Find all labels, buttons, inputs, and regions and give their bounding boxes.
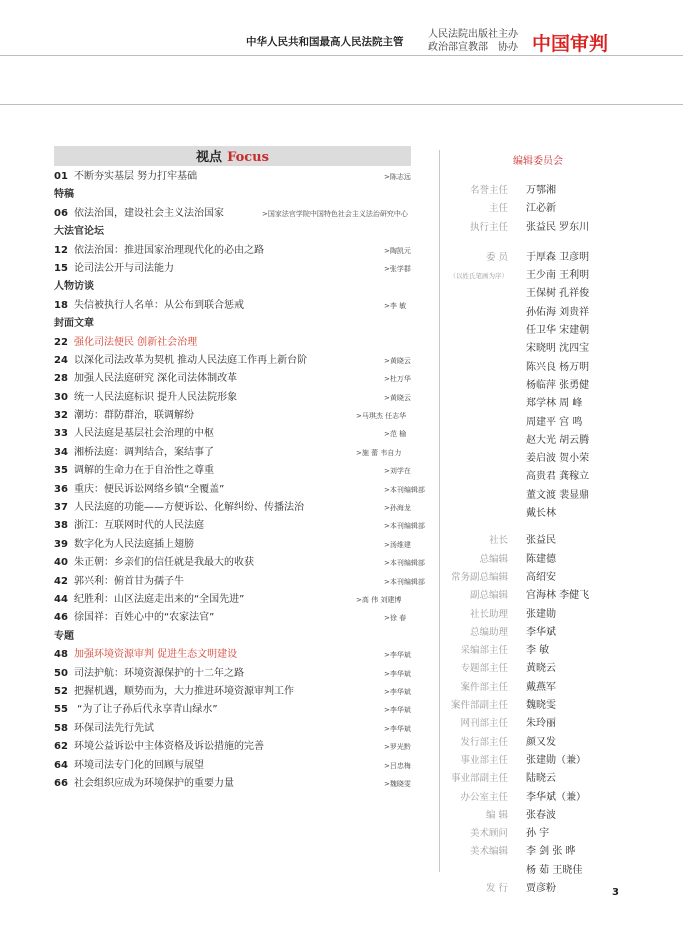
toc-page-number: 35	[54, 465, 68, 477]
toc-entry[interactable]	[54, 389, 411, 407]
toc-article-title: 以深化司法改革为契机 推动人民法庭工作再上新台阶	[74, 354, 308, 366]
toc-article-title: 徐国祥：百姓心中的“农家法官”	[74, 612, 215, 624]
board-member-row	[440, 880, 683, 898]
toc-author: >魏晓雯	[384, 779, 411, 788]
board-member-row	[440, 450, 683, 468]
board-role: 美术顾问	[469, 828, 508, 840]
board-member-row	[440, 807, 683, 825]
board-group-gap	[440, 523, 683, 532]
board-member-names: 黄晓云	[526, 663, 556, 675]
board-member-row	[440, 395, 683, 413]
toc-page-number: 66	[54, 777, 68, 789]
toc-page-number: 46	[54, 612, 68, 624]
toc-entry[interactable]	[54, 738, 411, 756]
board-member-row	[440, 414, 683, 432]
toc-entry[interactable]	[54, 720, 411, 738]
board-member-names: 郑学林 周 峰	[526, 398, 583, 410]
toc-page-number: 06	[54, 207, 68, 219]
board-member-names: 高绍安	[526, 571, 556, 583]
board-role: 办公室主任	[460, 791, 508, 803]
toc-article-title: “为了让子孙后代永享青山绿水”	[74, 704, 218, 716]
board-role: 专题部主任	[460, 663, 508, 675]
toc-article-title: 依法治国：推进国家治理现代化的必由之路	[74, 244, 264, 256]
board-member-names: 杨 茹 王晓佳	[526, 864, 583, 876]
toc-author: >本刊编辑部	[384, 485, 425, 494]
board-role: （以姓氏笔画为序）	[449, 272, 508, 281]
toc-author: >黄晓云	[384, 393, 411, 402]
board-member-row	[440, 770, 683, 788]
board-member-row	[440, 606, 683, 624]
toc-heading	[54, 146, 411, 166]
toc-article-title: 论司法公开与司法能力	[74, 262, 174, 274]
board-role: 发行部主任	[460, 736, 508, 748]
toc-page-number: 36	[54, 483, 68, 495]
board-member-names: 李华斌	[526, 626, 556, 638]
toc-article-title: 强化司法便民 创新社会治理	[74, 336, 198, 348]
toc-entry[interactable]	[54, 591, 411, 609]
toc-page-number: 24	[54, 354, 68, 366]
board-role: 美术编辑	[469, 846, 508, 858]
board-member-names: 姜启波 贺小荣	[526, 453, 590, 465]
toc-rows	[54, 168, 425, 793]
toc-article-title: 重庆：便民诉讼网络乡镇“全覆盖”	[74, 483, 225, 495]
toc-entry[interactable]	[54, 481, 425, 499]
board-role: 执行主任	[469, 221, 508, 233]
board-role: 事业部副主任	[450, 773, 508, 785]
toc-entry[interactable]	[54, 536, 411, 554]
board-role: 事业部主任	[460, 754, 508, 766]
toc-entry[interactable]	[54, 757, 411, 775]
toc-article-title: 浙江：互联网时代的人民法庭	[74, 520, 204, 532]
toc-author: >范 榆	[384, 430, 407, 439]
board-role: 采编部主任	[460, 645, 508, 657]
toc-author: >李华斌	[384, 706, 411, 715]
toc-entry[interactable]	[54, 205, 411, 223]
toc-page-number: 40	[54, 557, 68, 569]
toc-author: >张学群	[384, 264, 411, 273]
toc-article-title: 环境公益诉讼中主体资格及诉讼措施的完善	[74, 741, 264, 753]
toc-article-title: 调解的生命力在于自治性之尊重	[74, 465, 214, 477]
toc-article-title: 依法治国，建设社会主义法治国家	[74, 207, 224, 219]
toc-entry[interactable]	[54, 499, 411, 517]
toc-author: >本刊编辑部	[384, 522, 425, 531]
band-divider	[0, 104, 683, 105]
toc-author: >李 敏	[384, 301, 407, 310]
board-member-row	[440, 532, 683, 550]
publisher-info	[428, 28, 518, 54]
toc-page-number: 62	[54, 741, 68, 753]
toc-page-number: 44	[54, 593, 68, 605]
toc-author: >高 伟 刘建博	[356, 595, 402, 604]
toc-author: >杜万华	[384, 375, 411, 384]
board-member-names: 于厚森 卫彦明	[526, 251, 590, 263]
board-member-row	[440, 679, 683, 697]
board-role: 社长	[488, 535, 508, 547]
toc-entry[interactable]	[54, 370, 411, 388]
board-member-names: 贾彦粉	[526, 882, 556, 894]
toc-article-title: 社会组织应成为环境保护的重要力量	[74, 777, 234, 789]
toc-article-title: 朱正朝：乡亲们的信任就是我最大的收获	[74, 557, 254, 569]
toc-article-title: 统一人民法庭标识 提升人民法院形象	[74, 391, 238, 403]
board-member-names: 李华斌（兼）	[526, 791, 586, 803]
toc-author: >汤维建	[384, 540, 411, 549]
toc-page-number: 37	[54, 502, 68, 514]
board-role: 总编辑	[479, 553, 508, 565]
toc-entry[interactable]	[54, 334, 411, 352]
board-member-row	[440, 825, 683, 843]
toc-section-heading: 人物访谈	[54, 281, 94, 293]
board-member-row	[440, 734, 683, 752]
board-member-names: 宫海林 李健飞	[526, 590, 590, 602]
toc-entry[interactable]	[54, 352, 411, 370]
toc-article-title: 不断夯实基层 努力打牢基础	[74, 171, 198, 182]
toc-section-heading: 特稿	[54, 189, 74, 201]
board-member-row	[440, 789, 683, 807]
board-member-row	[440, 587, 683, 605]
board-member-names: 杨临萍 张勇健	[526, 379, 590, 391]
board-member-row	[440, 487, 683, 505]
toc-author: >黄晓云	[384, 356, 411, 365]
board-member-names: 李 剑 张 晔	[526, 846, 576, 858]
toc-article-title: 纪胜利：山区法庭走出来的“全国先进”	[74, 593, 245, 605]
toc-page-number: 39	[54, 538, 68, 550]
board-member-names: 戴长林	[526, 508, 556, 520]
toc-article-title: 加强人民法庭研究 深化司法体制改革	[74, 373, 238, 385]
board-member-names: 江必新	[526, 203, 556, 215]
page-number: 3	[612, 887, 619, 898]
toc-article-title: 加强环境资源审判 促进生态文明建设	[74, 649, 238, 661]
board-member-row	[440, 219, 683, 237]
toc-article-title: 失信被执行人名单：从公布到联合惩戒	[74, 299, 244, 311]
toc-entry[interactable]	[54, 609, 411, 627]
toc-page-number: 28	[54, 373, 68, 385]
toc-article-title: 人民法庭的功能——方便诉讼、化解纠纷、传播法治	[74, 502, 304, 514]
board-member-row	[440, 752, 683, 770]
board-member-row	[440, 304, 683, 322]
board-member-names: 李 敏	[526, 645, 550, 657]
toc-article-title: 司法护航：环境资源保护的十二年之路	[74, 667, 244, 679]
board-role: 发 行	[485, 882, 508, 894]
board-member-names: 孙 宇	[526, 828, 550, 840]
board-member-names: 孙佑海 刘贵祥	[526, 306, 590, 318]
board-member-names: 张建勋	[526, 608, 556, 620]
board-role: 社长助理	[469, 608, 508, 620]
board-role: 副总编辑	[469, 590, 508, 602]
board-member-names: 戴燕军	[526, 681, 556, 693]
toc-author: >李华斌	[384, 651, 411, 660]
header-divider	[0, 55, 683, 56]
board-member-names: 颜又发	[526, 736, 556, 748]
board-member-row	[440, 843, 683, 861]
board-role: 案件部主任	[460, 681, 508, 693]
board-member-row	[440, 660, 683, 678]
editorial-board	[440, 182, 683, 898]
board-member-row	[440, 340, 683, 358]
toc-article-title: 湘桥法庭：调判结合，案结事了	[74, 446, 214, 458]
toc-section-heading: 封面文章	[54, 318, 94, 330]
board-role: 名誉主任	[469, 185, 508, 196]
toc-entry[interactable]	[54, 683, 411, 701]
toc-author: >李华斌	[384, 669, 411, 678]
toc-heading-cn: 视点	[196, 150, 223, 165]
board-role: 编 辑	[485, 809, 508, 821]
toc-page-number: 55	[54, 704, 68, 716]
toc-entry[interactable]	[54, 646, 411, 664]
board-role: 案件部副主任	[450, 700, 508, 712]
board-member-names: 陈兴良 杨万明	[526, 361, 590, 373]
toc-page-number: 15	[54, 262, 68, 274]
toc-article-title: 数字化为人民法庭插上翅膀	[74, 538, 194, 550]
toc-page-number: 33	[54, 428, 68, 440]
toc-article-title: 人民法庭是基层社会治理的中枢	[74, 428, 214, 440]
toc-entry[interactable]	[54, 701, 411, 719]
board-member-row	[440, 697, 683, 715]
toc-author: >刘学在	[384, 467, 411, 476]
toc-page-number: 64	[54, 759, 68, 771]
board-member-row	[440, 322, 683, 340]
toc-author: >李华斌	[384, 687, 411, 696]
toc-page-number: 48	[54, 649, 68, 661]
toc-page-number: 22	[54, 336, 68, 348]
toc-article-title: 环保司法先行先试	[74, 722, 154, 734]
toc-section-heading: 专题	[54, 630, 74, 642]
board-member-names: 陆晓云	[526, 773, 556, 785]
board-member-names: 周建平 宫 鸣	[526, 416, 583, 428]
toc-entry[interactable]	[54, 462, 411, 480]
toc-page-number: 58	[54, 722, 68, 734]
toc-entry[interactable]	[54, 260, 411, 278]
board-member-row	[440, 182, 683, 200]
board-member-row	[440, 505, 683, 523]
board-member-names: 任卫华 宋建朝	[526, 325, 590, 337]
board-member-names: 张春波	[526, 809, 556, 821]
toc-entry[interactable]	[54, 168, 411, 186]
toc-article-title: 把握机遇，顺势而为，大力推进环境资源审判工作	[74, 685, 294, 697]
toc-page-number: 42	[54, 575, 68, 587]
toc-article-title: 环境司法专门化的回顾与展望	[74, 759, 204, 771]
toc-entry[interactable]	[54, 573, 425, 591]
toc-page-number: 01	[54, 171, 68, 182]
toc-page-number: 38	[54, 520, 68, 532]
toc-author: >本刊编辑部	[384, 559, 425, 568]
board-member-names: 董文渡 裴显鼎	[526, 489, 590, 501]
board-member-names: 王保树 孔祥俊	[526, 288, 590, 300]
table-of-contents	[54, 146, 425, 793]
toc-author: >陈志远	[384, 173, 411, 181]
toc-author: >国家法官学院中国特色社会主义法治研究中心	[262, 209, 408, 218]
board-member-names: 万鄂湘	[526, 185, 556, 196]
board-member-row	[440, 551, 683, 569]
board-role: 常务副总编辑	[450, 571, 508, 583]
toc-author: >徐 春	[384, 614, 407, 623]
toc-section-heading: 大法官论坛	[54, 226, 104, 238]
toc-entry[interactable]	[54, 775, 411, 793]
board-member-row	[440, 285, 683, 303]
board-member-names: 张益民 罗东川	[526, 221, 590, 233]
toc-author: >陶凯元	[384, 246, 411, 255]
board-member-row	[440, 377, 683, 395]
board-member-row	[440, 569, 683, 587]
toc-entry[interactable]	[54, 444, 411, 462]
toc-author: >马琪杰 任志华	[356, 412, 407, 421]
board-member-names: 陈建德	[526, 553, 556, 565]
publisher-line-1: 人民法院出版社主办	[428, 29, 518, 40]
board-member-names: 魏晓雯	[526, 700, 556, 712]
board-member-names: 王少南 王利明	[526, 270, 590, 282]
board-member-names: 宋晓明 沈四宝	[526, 343, 590, 355]
board-member-row	[440, 249, 683, 267]
board-member-row	[440, 642, 683, 660]
toc-entry[interactable]	[54, 242, 411, 260]
board-member-names: 朱玲丽	[526, 718, 556, 730]
board-member-row	[440, 359, 683, 377]
board-member-names: 张建勋（兼）	[526, 754, 586, 766]
toc-entry[interactable]	[54, 665, 411, 683]
board-member-row	[440, 267, 683, 285]
toc-author: >李华斌	[384, 724, 411, 733]
toc-heading-en: Focus	[227, 150, 269, 165]
board-member-row	[440, 862, 683, 880]
toc-page-number: 12	[54, 244, 68, 256]
toc-entry[interactable]	[54, 517, 425, 535]
toc-entry[interactable]	[54, 425, 411, 443]
toc-page-number: 50	[54, 667, 68, 679]
board-member-names: 高贵君 龚稼立	[526, 471, 590, 483]
toc-entry[interactable]	[54, 297, 411, 315]
magazine-logo: 中国审判	[532, 33, 609, 55]
toc-page-number: 30	[54, 391, 68, 403]
board-member-row	[440, 432, 683, 450]
toc-article-title: 郭兴利：俯首甘为孺子牛	[74, 575, 184, 587]
toc-entry[interactable]	[54, 407, 411, 425]
editorial-board-title: 编辑委员会	[513, 156, 563, 167]
board-role: 委 员	[485, 251, 508, 263]
board-role: 总编助理	[469, 626, 508, 638]
toc-author: >施 蕾 韦自力	[356, 448, 402, 457]
toc-author: >孙海龙	[384, 504, 411, 513]
supervisor-line: 中华人民共和国最高人民法院主管	[246, 36, 404, 48]
toc-author: >本刊编辑部	[384, 577, 425, 586]
board-member-row	[440, 200, 683, 218]
board-member-names: 张益民	[526, 535, 556, 547]
board-member-row	[440, 468, 683, 486]
publisher-line-2: 政治部宣教部 协办	[428, 42, 518, 53]
toc-page-number: 32	[54, 410, 68, 422]
board-member-row	[440, 624, 683, 642]
toc-page-number: 52	[54, 685, 68, 697]
board-member-names: 赵大光 胡云腾	[526, 434, 590, 446]
toc-author: >吕忠梅	[384, 761, 411, 770]
toc-author: >罗光黔	[384, 743, 411, 752]
toc-article-title: 潮坊：群防群治，联调解纷	[74, 410, 194, 422]
board-group-gap	[440, 237, 683, 249]
toc-entry[interactable]	[54, 554, 425, 572]
toc-page-number: 34	[54, 446, 68, 458]
board-role: 主任	[488, 203, 508, 215]
toc-page-number: 18	[54, 299, 68, 311]
board-role: 网刊部主任	[460, 718, 508, 730]
board-member-row	[440, 715, 683, 733]
